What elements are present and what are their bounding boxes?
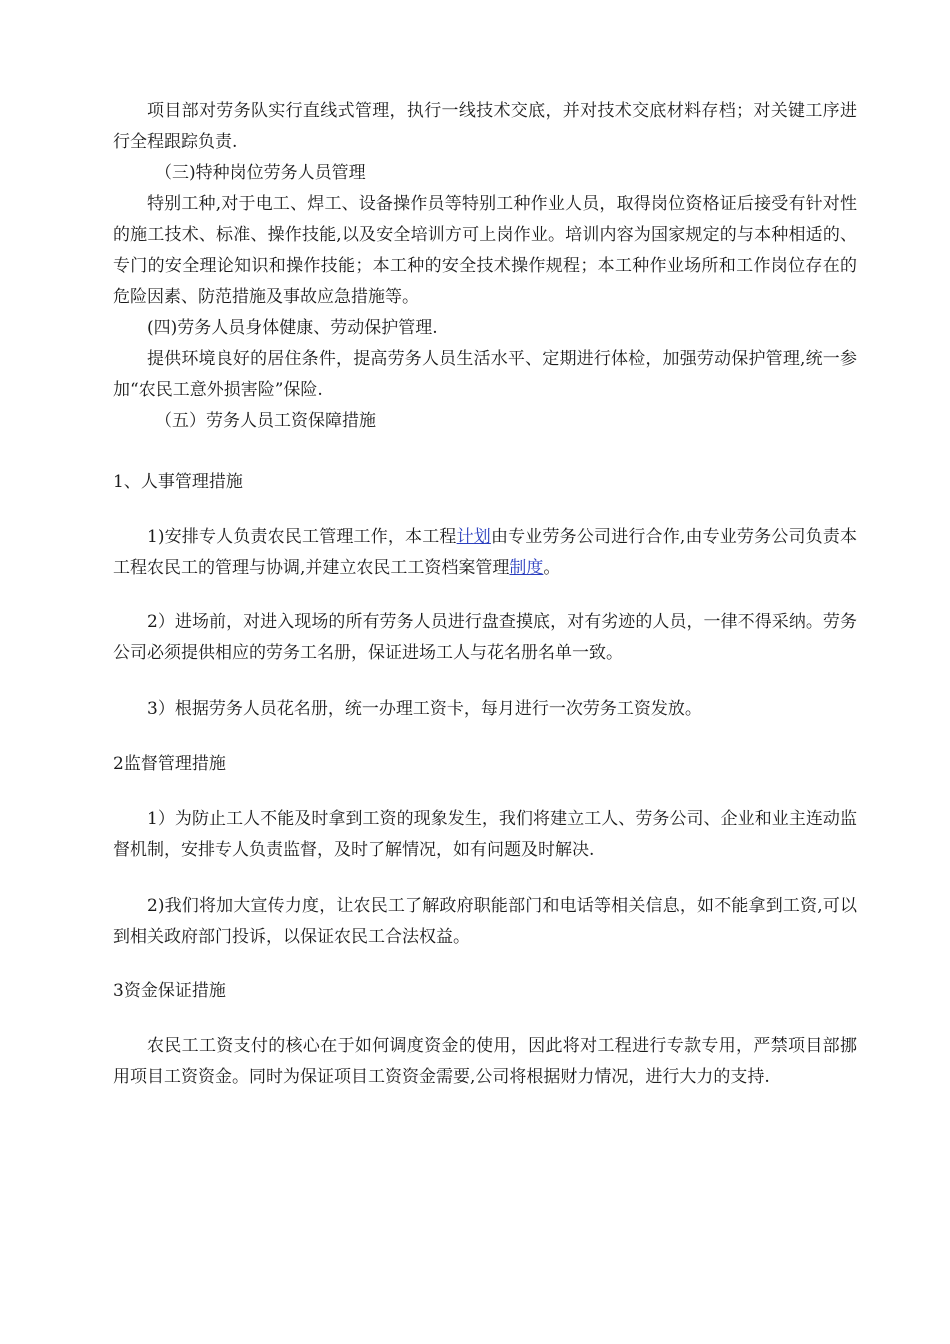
paragraph-publicity: 2)我们将加大宣传力度，让农民工了解政府职能部门和电话等相关信息，如不能拿到工资,可以到相关政府部门投诉，以保证农民工合法权益。: [113, 896, 857, 947]
heading-health-protection: (四)劳务人员身体健康、劳动保护管理.: [147, 318, 438, 338]
paragraph-pre-entry-check: 2）进场前，对进入现场的所有劳务人员进行盘查摸底，对有劣迹的人员，一律不得采纳。劳务公司必须提供相应的劳务工名册，保证进场工人与花名册名单一致。: [113, 612, 857, 663]
section-supervision-management: 2监督管理措施: [113, 754, 226, 774]
paragraph-special-workers: 特别工种,对于电工、焊工、设备操作员等特别工种作业人员，取得岗位资格证后接受有针对性的施工技术、标准、操作技能,以及安全培训方可上岗作业。培训内容为国家规定的与本种相适的、专门的安全理论知识和操作技能；本工种的安全技术操作规程；本工种作业场所和工作岗位存在的危险因素、防范措施及事故应急措施等。: [113, 194, 857, 307]
paragraph-wage-card: 3）根据劳务人员花名册，统一办理工资卡，每月进行一次劳务工资发放。: [147, 699, 702, 719]
heading-wage-guarantee: （五）劳务人员工资保障措施: [155, 411, 376, 431]
text-segment: 。: [543, 558, 561, 578]
text-segment: 由专业劳务公司进行合作,由专业劳务公司负责本工程农民工的管理与协调,并建立农民工工资档案管理: [113, 527, 858, 578]
system-link[interactable]: 制度: [509, 558, 544, 578]
paragraph-fund-dispatch: 农民工工资支付的核心在于如何调度资金的使用，因此将对工程进行专款专用，严禁项目部挪用项目工资资金。同时为保证项目工资资金需要,公司将根据财力情况，进行大力的支持.: [113, 1036, 857, 1087]
paragraph-living-conditions: 提供环境良好的居住条件，提高劳务人员生活水平、定期进行体检，加强劳动保护管理,统一参加“农民工意外损害险”保险.: [113, 349, 857, 400]
paragraph-supervision-mechanism: 1）为防止工人不能及时拿到工资的现象发生，我们将建立工人、劳务公司、企业和业主连动监督机制，安排专人负责监督，及时了解情况，如有问题及时解决.: [113, 809, 857, 860]
paragraph-direct-management: 项目部对劳务队实行直线式管理，执行一线技术交底，并对技术交底材料存档；对关键工序进行全程跟踪负责.: [113, 101, 857, 152]
paragraph-dedicated-staff: [113, 522, 857, 584]
heading-special-posts: （三)特种岗位劳务人员管理: [155, 163, 366, 183]
section-fund-guarantee: 3资金保证措施: [113, 981, 226, 1001]
section-personnel-management: 1、人事管理措施: [113, 472, 243, 492]
text-segment: 1)安排专人负责农民工管理工作，本工程: [147, 527, 457, 547]
plan-link[interactable]: 计划: [456, 527, 491, 547]
